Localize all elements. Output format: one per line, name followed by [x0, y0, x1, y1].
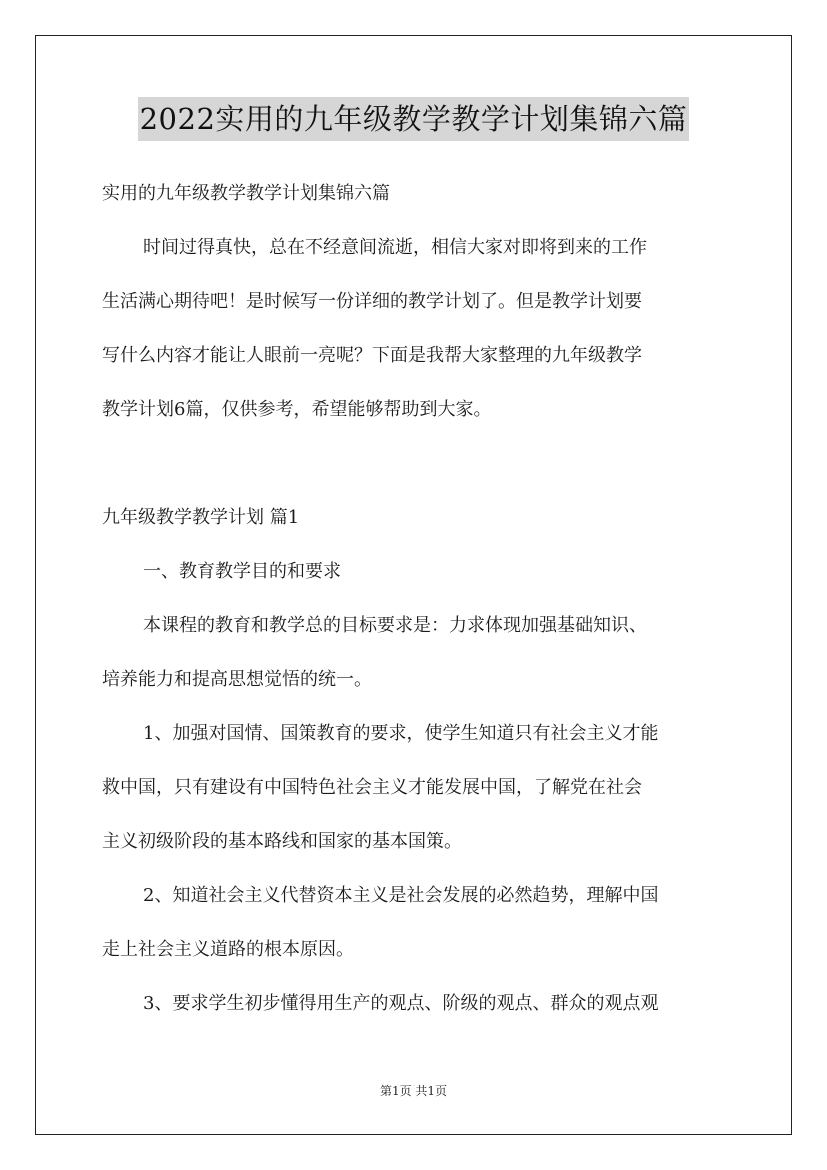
- paragraph-line: 走上社会主义道路的根本原因。: [102, 939, 354, 960]
- paragraph-line: 本课程的教育和教学总的目标要求是：力求体现加强基础知识、: [143, 615, 647, 636]
- paragraph-line: 3、要求学生初步懂得用生产的观点、阶级的观点、群众的观点观: [143, 993, 659, 1014]
- page-footer: 第1页 共1页: [379, 1084, 448, 1098]
- paragraph-line: 主义初级阶段的基本路线和国家的基本国策。: [102, 831, 462, 852]
- paragraph-line: 教学计划6篇，仅供参考，希望能够帮助到大家。: [102, 399, 492, 420]
- subtitle-line: 实用的九年级教学教学计划集锦六篇: [102, 183, 390, 204]
- paragraph-line: 救中国，只有建设有中国特色社会主义才能发展中国，了解党在社会: [102, 777, 642, 798]
- paragraph-line: 时间过得真快，总在不经意间流逝，相信大家对即将到来的工作: [143, 237, 647, 258]
- title-container: [0, 97, 827, 141]
- section-heading: 九年级教学教学计划 篇1: [102, 507, 300, 528]
- paragraph-line: 写什么内容才能让人眼前一亮呢？下面是我帮大家整理的九年级教学: [102, 345, 642, 366]
- paragraph-line: 培养能力和提高思想觉悟的统一。: [102, 669, 372, 690]
- paragraph-line: 1、加强对国情、国策教育的要求，使学生知道只有社会主义才能: [143, 723, 659, 744]
- paragraph-line: 2、知道社会主义代替资本主义是社会发展的必然趋势，理解中国: [143, 885, 659, 906]
- document-title: 2022实用的九年级教学教学计划集锦六篇: [138, 97, 690, 141]
- paragraph-line: 生活满心期待吧！是时候写一份详细的教学计划了。但是教学计划要: [102, 291, 642, 312]
- subsection-heading: 一、教育教学目的和要求: [143, 561, 341, 582]
